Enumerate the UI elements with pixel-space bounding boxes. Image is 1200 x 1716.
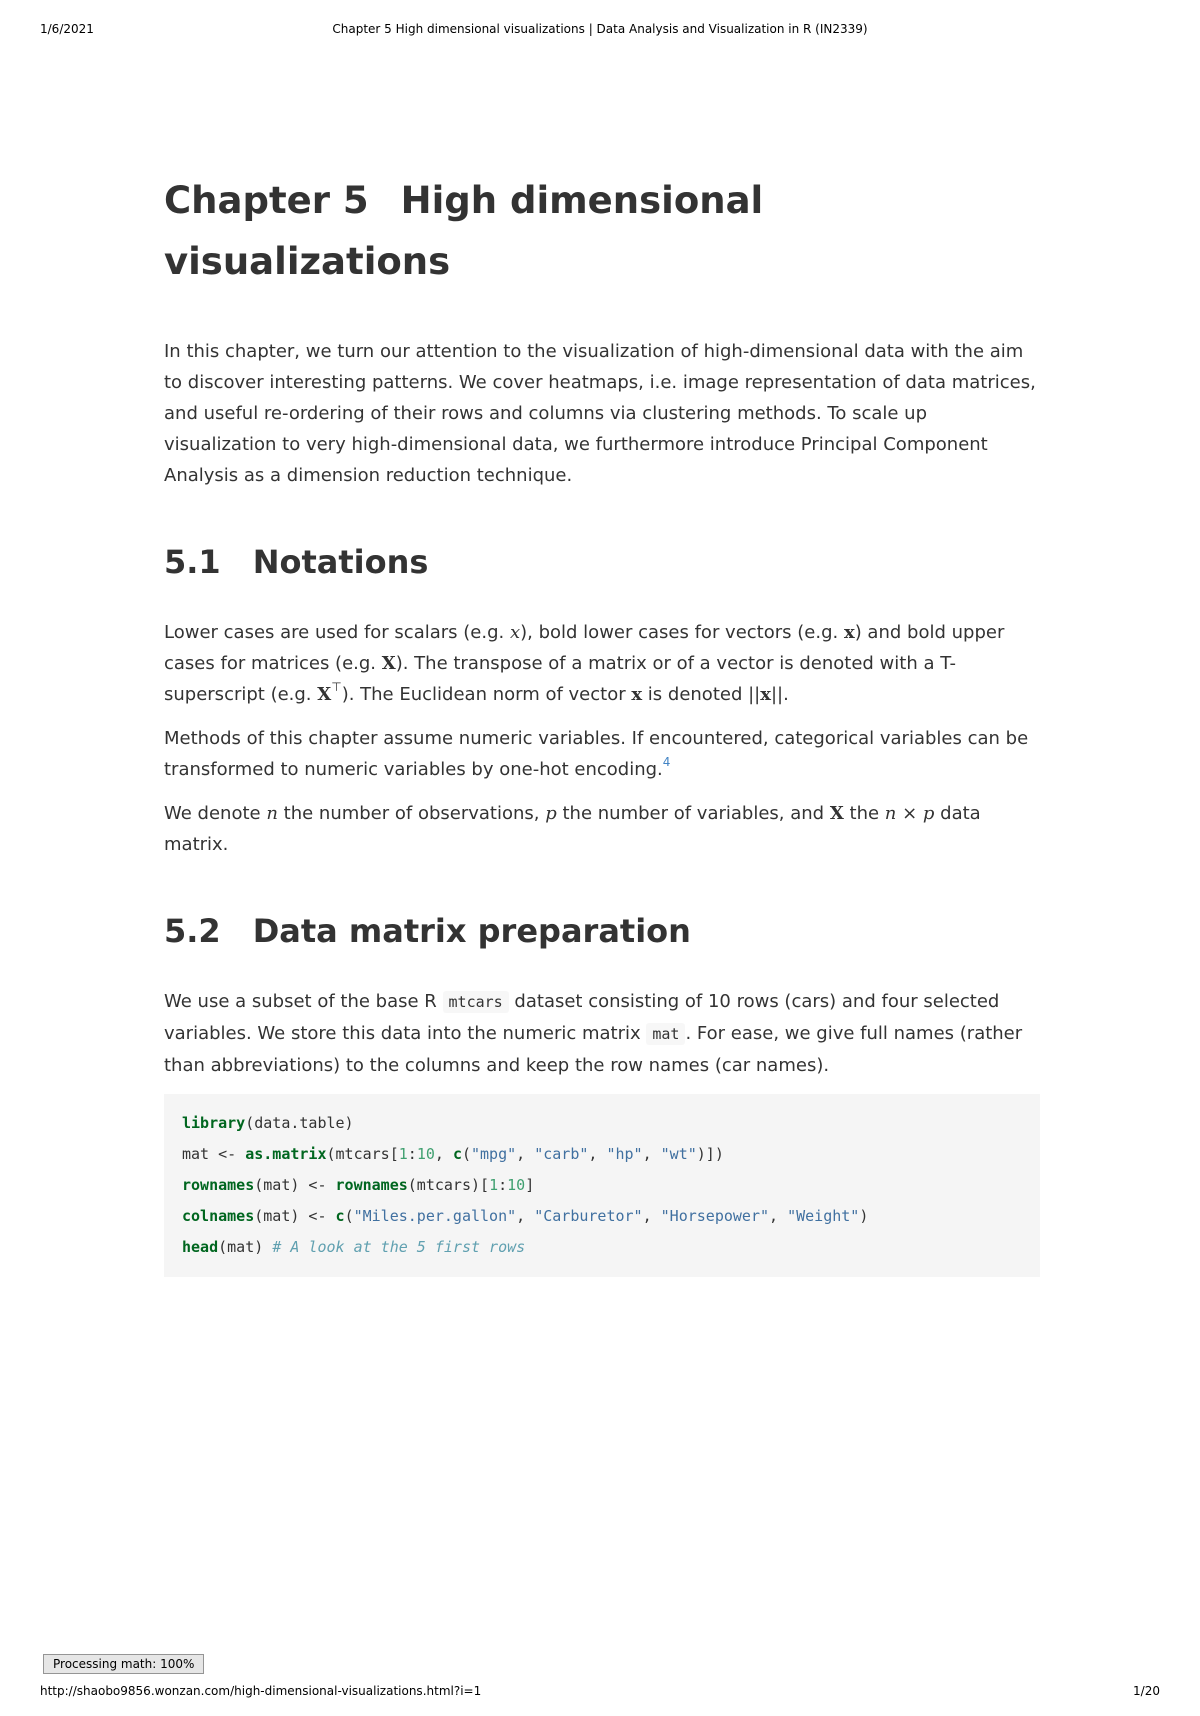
footnote-link[interactable]: 4 bbox=[662, 755, 671, 769]
notation-paragraph-1: Lower cases are used for scalars (e.g. x), bold lower cases for vectors (e.g. x) and bold upper cases for matrices (e.g. X). The transpose of a matrix or of a vector is denoted with a T-superscript (e.g. X⊤). The Euclidean norm of vector x is denoted ||x||. bbox=[164, 622, 1005, 705]
section-number: 5.1 bbox=[164, 543, 221, 581]
print-date: 1/6/2021 bbox=[40, 22, 94, 36]
math-matrix-X: X bbox=[381, 653, 396, 674]
math-vector-x-2: x bbox=[631, 684, 643, 705]
code-line: library(data.table) bbox=[182, 1114, 354, 1132]
math-vector-x: x bbox=[843, 622, 855, 643]
code-line: rownames(mat) <- rownames(mtcars)[1:10] bbox=[182, 1176, 535, 1194]
print-footer bbox=[40, 1684, 1160, 1700]
print-title: Chapter 5 High dimensional visualizations | Data Analysis and Visualization in R (IN2339) bbox=[332, 22, 868, 36]
notation-paragraph-3: We denote n the number of observations, p the number of variables, and X the n × p data matrix. bbox=[164, 803, 981, 855]
chapter-number: Chapter 5 bbox=[164, 179, 369, 222]
math-processing-status: Processing math: 100% bbox=[43, 1654, 204, 1674]
code-block[interactable] bbox=[164, 1094, 1040, 1277]
section-title: Notations bbox=[252, 543, 429, 581]
section-heading-notations bbox=[164, 541, 1040, 583]
section-data-matrix bbox=[164, 910, 1040, 1277]
chapter-title bbox=[164, 170, 1040, 292]
page-url: http://shaobo9856.wonzan.com/high-dimensional-visualizations.html?i=1 bbox=[40, 1684, 482, 1698]
code-line: colnames(mat) <- c("Miles.per.gallon", "Carburetor", "Horsepower", "Weight") bbox=[182, 1207, 869, 1225]
math-n: n bbox=[266, 803, 278, 824]
math-transpose: ⊤ bbox=[331, 680, 342, 694]
section-notations bbox=[164, 541, 1040, 860]
section-title: Data matrix preparation bbox=[252, 912, 691, 950]
code-line: mat <- as.matrix(mtcars[1:10, c("mpg", "carb", "hp", "wt")]) bbox=[182, 1145, 724, 1163]
math-p: p bbox=[545, 803, 557, 824]
math-matrix-XT: X bbox=[317, 684, 332, 705]
main-content bbox=[164, 170, 1040, 1277]
math-n-2: n bbox=[884, 803, 897, 824]
chapter-title-line2: visualizations bbox=[164, 240, 451, 283]
inline-code-mtcars: mtcars bbox=[443, 991, 509, 1013]
inline-code-mat: mat bbox=[646, 1023, 685, 1045]
math-scalar-x: x bbox=[509, 622, 521, 643]
code-line: head(mat) # A look at the 5 first rows bbox=[182, 1238, 526, 1256]
page-number: 1/20 bbox=[1133, 1684, 1160, 1698]
data-matrix-paragraph: We use a subset of the base R mtcars dataset consisting of 10 rows (cars) and four selected variables. We store this data into the numeric matrix mat . For ease, we give full names (rather than abbreviations) to the columns and keep the row names (car names). bbox=[164, 991, 1023, 1076]
math-matrix-X-2: X bbox=[829, 803, 844, 824]
math-p-2: p bbox=[922, 803, 935, 824]
math-norm: ||x|| bbox=[748, 684, 784, 705]
notation-paragraph-2: Methods of this chapter assume numeric variables. If encountered, categorical variables can be transformed to numeric variables by one-hot encoding.$^4$ bbox=[164, 728, 1029, 780]
chapter-intro: In this chapter, we turn our attention to the visualization of high-dimensional data with the aim to discover interesting patterns. We cover heatmaps, i.e. image representation of data matrices, and useful re-ordering of their rows and columns via clustering methods. To scale up visualization to very high-dimensional data, we furthermore introduce Principal Component Analysis as a dimension reduction technique. bbox=[164, 341, 1036, 486]
section-number: 5.2 bbox=[164, 912, 221, 950]
section-heading-data-matrix bbox=[164, 910, 1040, 952]
print-header bbox=[40, 22, 1160, 38]
chapter-title-line1: High dimensional bbox=[400, 179, 764, 222]
